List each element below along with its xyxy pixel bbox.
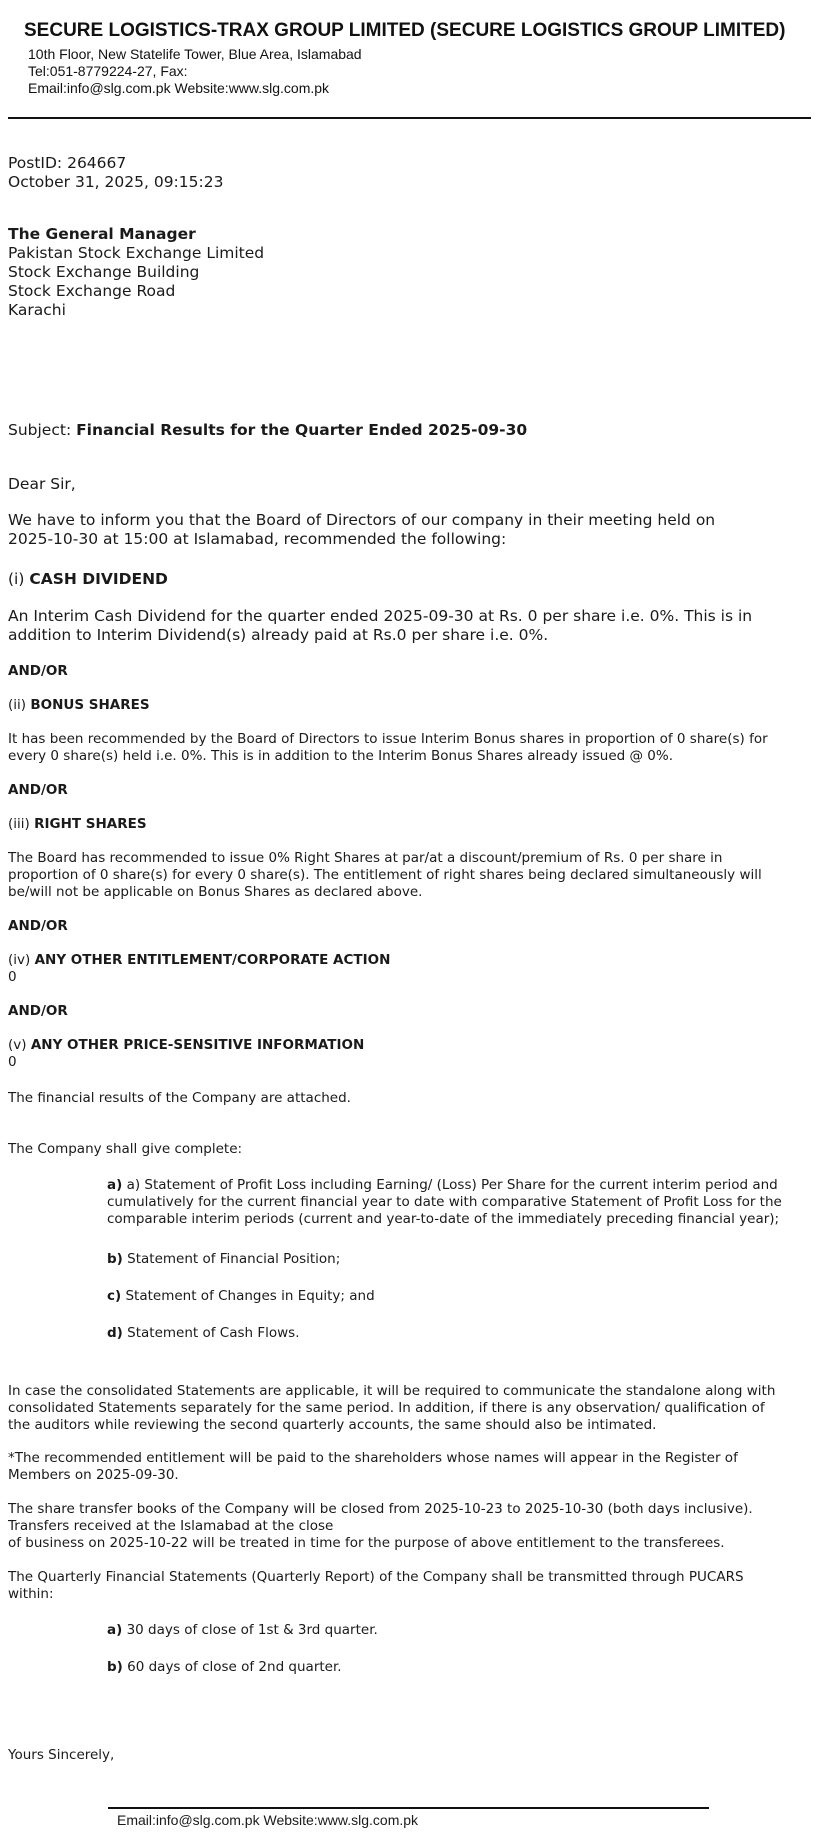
section-number: (ii) — [8, 697, 31, 713]
intro-line: We have to inform you that the Board of Directors of our company in their meeting held on — [8, 511, 716, 529]
statement-item-line: cumulatively for the current financial year to date with comparative Statement of Profit Loss for the — [107, 1194, 782, 1210]
right-shares-text: The Board has recommended to issue 0% Right Shares at par/at a discount/premium of Rs. 0 per share in — [8, 850, 723, 866]
andor-label: AND/OR — [8, 1003, 68, 1019]
bonus-heading — [8, 697, 150, 713]
section-number: (i) — [8, 570, 30, 588]
recipient-line: Karachi — [8, 301, 66, 319]
price-sensitive-heading — [8, 1037, 364, 1053]
cash-dividend-heading — [8, 570, 168, 588]
bonus-text: It has been recommended by the Board of Directors to issue Interim Bonus shares in proportion of 0 share(s) for — [8, 731, 768, 747]
item-text: Statement of Changes in Equity; and — [121, 1288, 375, 1304]
statement-item — [107, 1177, 778, 1193]
give-complete: The Company shall give complete: — [8, 1141, 243, 1157]
andor-label: AND/OR — [8, 663, 68, 679]
item-text: a) Statement of Profit Loss including Earning/ (Loss) Per Share for the current interim period and — [122, 1177, 778, 1193]
pucars-text: The Quarterly Financial Statements (Quarterly Report) of the Company shall be transmitted through PUCARS — [8, 1569, 744, 1585]
andor-label: AND/OR — [8, 918, 68, 934]
entitlement-note: *The recommended entitlement will be paid to the shareholders whose names will appear in the Register of — [8, 1450, 738, 1466]
transfer-text: of business on 2025-10-22 will be treated in time for the purpose of above entitlement to the transferees. — [8, 1535, 725, 1551]
section-title: RIGHT SHARES — [34, 816, 147, 832]
recipient-line: Stock Exchange Road — [8, 282, 176, 300]
item-label: d) — [107, 1325, 123, 1341]
cash-dividend-text: addition to Interim Dividend(s) already paid at Rs.0 per share i.e. 0%. — [8, 626, 549, 644]
item-text: 30 days of close of 1st & 3rd quarter. — [122, 1622, 378, 1638]
subject-label: Subject: — [8, 421, 77, 439]
intro-line: 2025-10-30 at 15:00 at Islamabad, recommended the following: — [8, 530, 507, 548]
consolidated-text: the auditors while reviewing the second quarterly accounts, the same should also be intimated. — [8, 1417, 657, 1433]
subject-text: Financial Results for the Quarter Ended 2025-09-30 — [76, 421, 528, 439]
price-sensitive-value: 0 — [8, 1054, 17, 1070]
statement-item — [107, 1251, 340, 1267]
company-phone: Tel:051-8779224-27, Fax: — [28, 63, 188, 79]
transfer-text: Transfers received at the Islamabad at the close — [8, 1518, 334, 1534]
item-label: a) — [107, 1177, 123, 1193]
deadline-item — [107, 1659, 342, 1675]
recipient-title: The General Manager — [8, 225, 196, 243]
salutation: Dear Sir, — [8, 475, 76, 493]
header-divider — [8, 117, 811, 119]
other-entitlement-heading — [8, 952, 390, 968]
company-address: 10th Floor, New Statelife Tower, Blue Area, Islamabad — [28, 46, 362, 62]
right-shares-text: be/will not be applicable on Bonus Shares as declared above. — [8, 884, 423, 900]
andor-label: AND/OR — [8, 782, 68, 798]
right-shares-text: proportion of 0 share(s) for every 0 share(s). The entitlement of right shares being declared simultaneously will — [8, 867, 762, 883]
item-text: Statement of Cash Flows. — [122, 1325, 300, 1341]
entitlement-note: Members on 2025-09-30. — [8, 1467, 179, 1483]
company-contact: Email:info@slg.com.pk Website:www.slg.com.pk — [28, 80, 330, 96]
right-shares-heading — [8, 816, 147, 832]
transfer-text: The share transfer books of the Company will be closed from 2025-10-23 to 2025-10-30 (both days inclusive). — [8, 1501, 753, 1517]
closing: Yours Sincerely, — [8, 1747, 115, 1763]
item-label: b) — [107, 1251, 123, 1267]
section-title: CASH DIVIDEND — [29, 570, 168, 588]
item-label: c) — [107, 1288, 122, 1304]
results-attached: The financial results of the Company are attached. — [8, 1090, 351, 1106]
item-label: a) — [107, 1622, 123, 1638]
letterhead — [0, 0, 817, 118]
subject-line — [8, 421, 527, 439]
deadline-item — [107, 1622, 378, 1638]
bonus-text: every 0 share(s) held i.e. 0%. This is in addition to the Interim Bonus Shares already issued @ 0%. — [8, 748, 674, 764]
cash-dividend-text: An Interim Cash Dividend for the quarter ended 2025-09-30 at Rs. 0 per share i.e. 0%. This is in — [8, 607, 753, 625]
statement-item — [107, 1288, 375, 1304]
statement-item-line: comparable interim periods (current and year-to-date of the immediately preceding financial year); — [107, 1211, 780, 1227]
pucars-text: within: — [8, 1586, 54, 1602]
company-name: SECURE LOGISTICS-TRAX GROUP LIMITED (SECURE LOGISTICS GROUP LIMITED) — [24, 20, 786, 41]
item-text: 60 days of close of 2nd quarter. — [122, 1659, 342, 1675]
section-title: BONUS SHARES — [30, 697, 150, 713]
consolidated-text: In case the consolidated Statements are applicable, it will be required to communicate the standalone along with — [8, 1383, 776, 1399]
item-text: Statement of Financial Position; — [122, 1251, 341, 1267]
section-title: ANY OTHER PRICE-SENSITIVE INFORMATION — [30, 1037, 365, 1053]
section-title: ANY OTHER ENTITLEMENT/CORPORATE ACTION — [34, 952, 391, 968]
section-number: (iv) — [8, 952, 35, 968]
section-number: (iii) — [8, 816, 35, 832]
recipient-line: Stock Exchange Building — [8, 263, 200, 281]
post-id: PostID: 264667 — [8, 154, 127, 172]
recipient-line: Pakistan Stock Exchange Limited — [8, 244, 265, 262]
footer-contact: Email:info@slg.com.pk Website:www.slg.com.pk — [117, 1812, 419, 1828]
consolidated-text: consolidated Statements separately for the same period. In addition, if there is any observation/ qualification of — [8, 1400, 765, 1416]
section-number: (v) — [8, 1037, 31, 1053]
other-entitlement-value: 0 — [8, 969, 17, 985]
item-label: b) — [107, 1659, 123, 1675]
post-datetime: October 31, 2025, 09:15:23 — [8, 173, 224, 191]
footer-divider — [108, 1807, 709, 1809]
statement-item — [107, 1325, 300, 1341]
